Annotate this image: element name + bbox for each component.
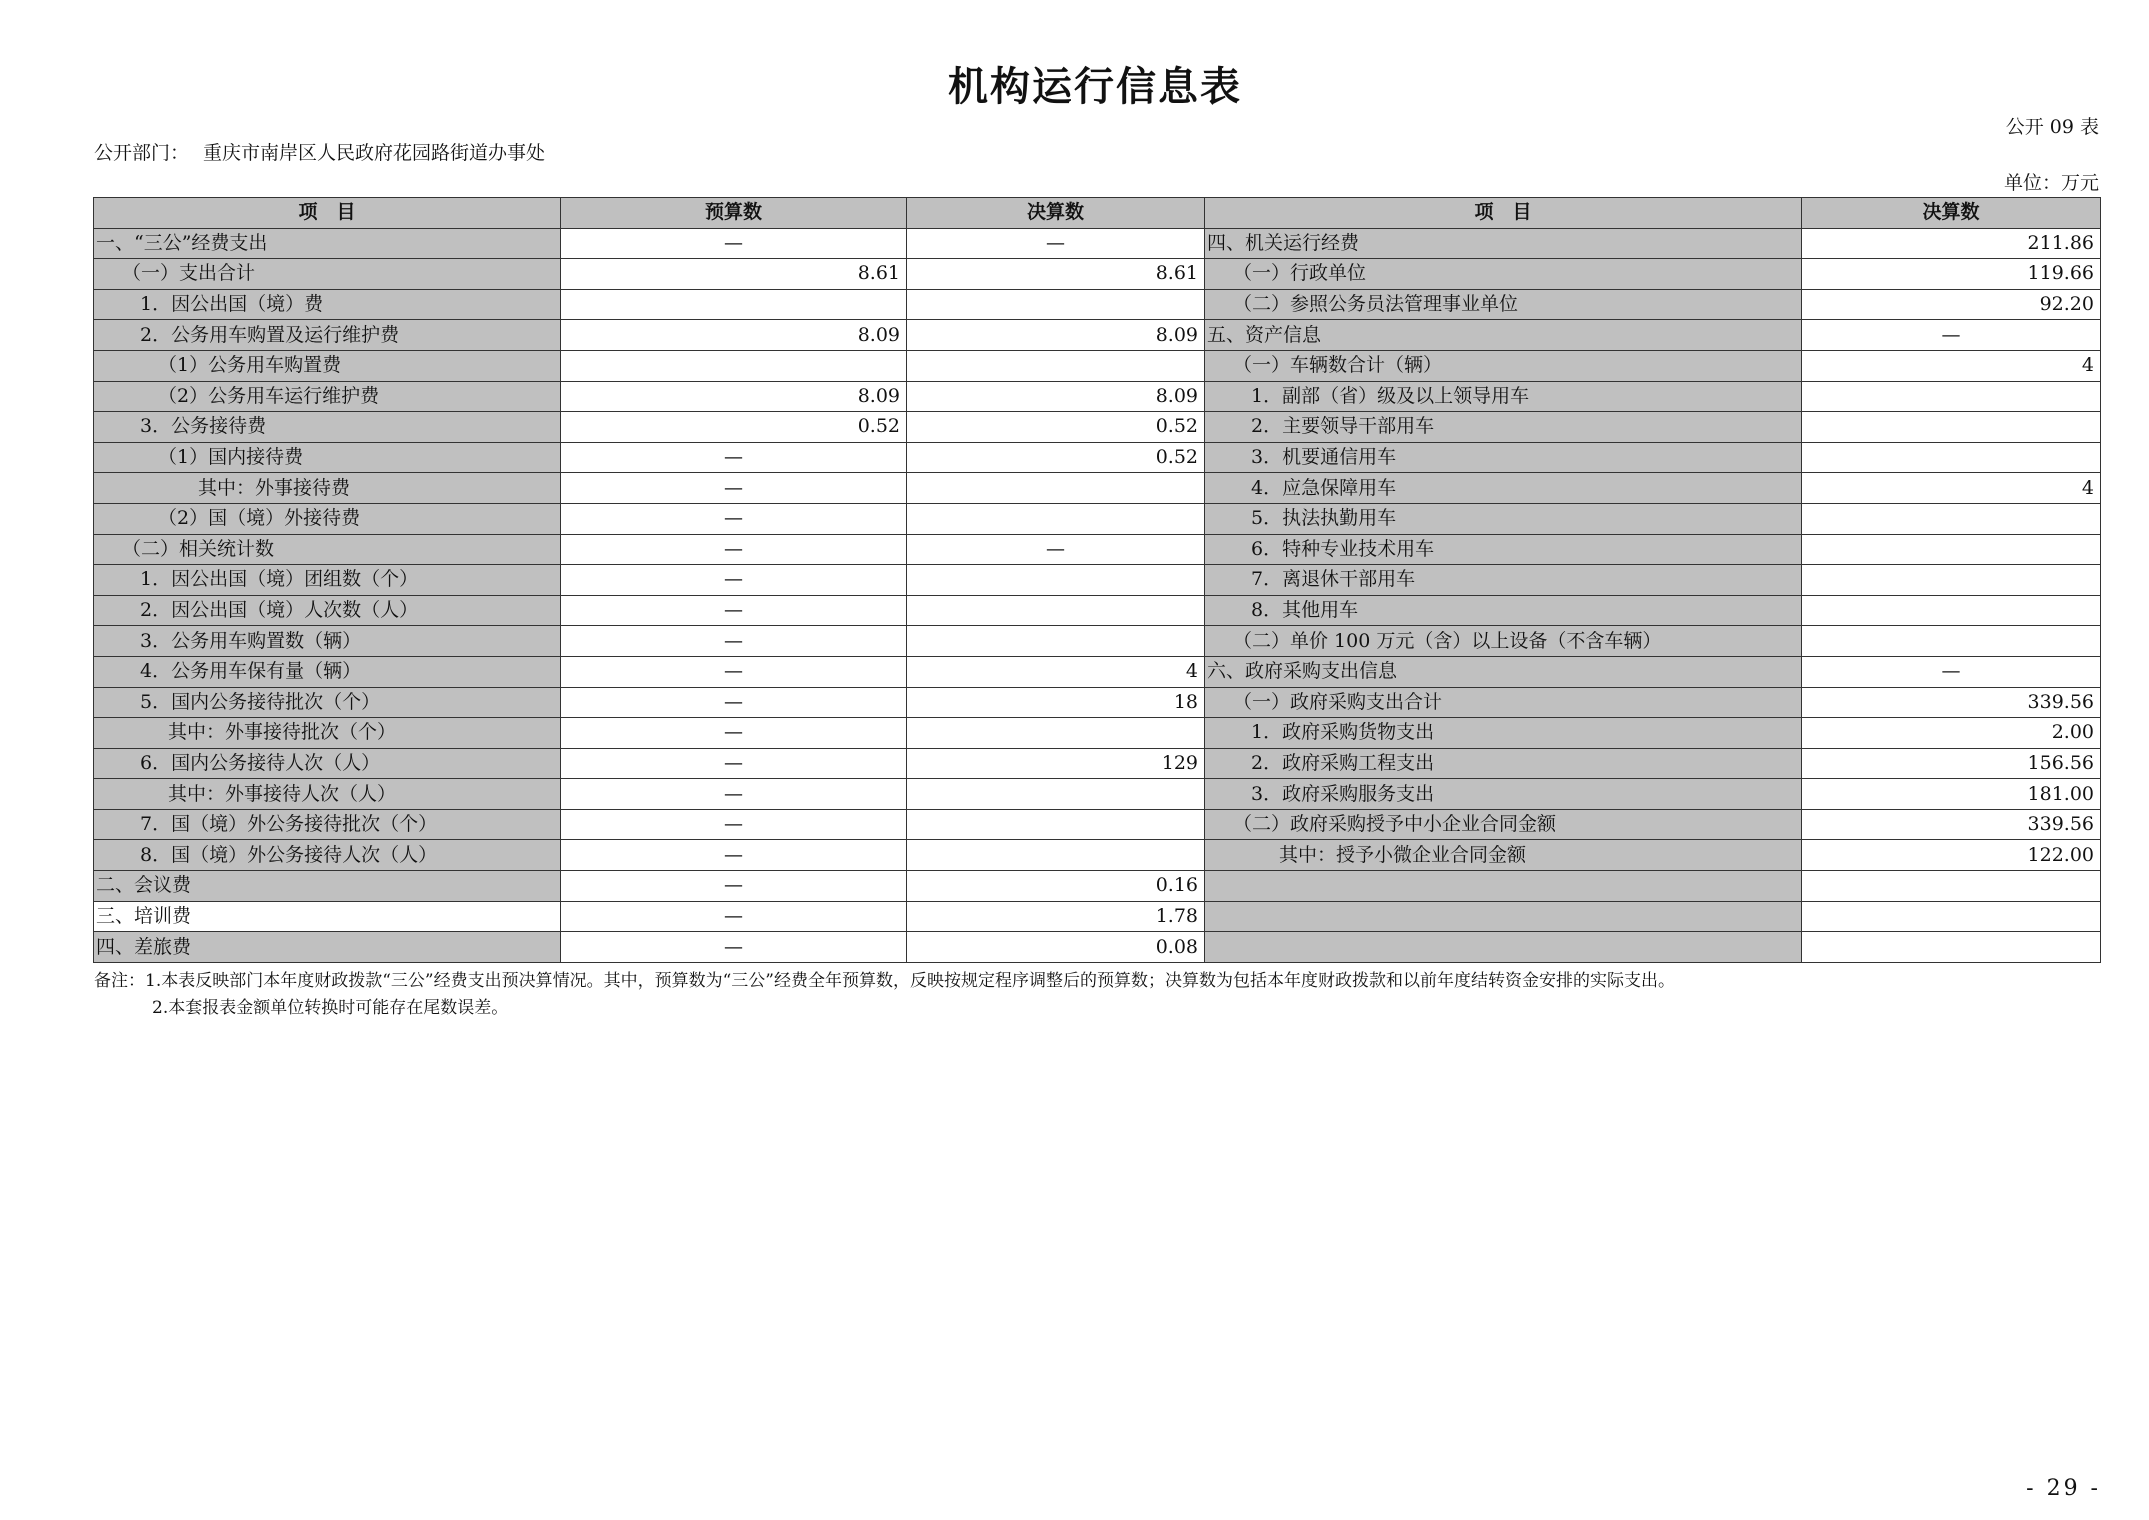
table-row: [94, 289, 2101, 320]
left-item-cell: （二）相关统计数: [94, 534, 561, 565]
right-final-cell: [1802, 503, 2101, 534]
left-budget-cell: —: [561, 718, 907, 749]
left-final-cell: [907, 840, 1205, 871]
left-final-cell: [907, 473, 1205, 504]
table-row: [94, 901, 2101, 932]
left-budget-cell: —: [561, 871, 907, 902]
left-budget-cell: —: [561, 779, 907, 810]
left-item-cell: 一、“三公”经费支出: [94, 228, 561, 259]
left-budget-cell: —: [561, 534, 907, 565]
right-item-cell: 五、资产信息: [1205, 320, 1802, 351]
table-row: [94, 412, 2101, 443]
table-row: [94, 932, 2101, 963]
left-final-cell: [907, 503, 1205, 534]
right-item-cell: 7．离退休干部用车: [1205, 565, 1802, 596]
left-final-cell: [907, 350, 1205, 381]
page-title: 机构运行信息表: [948, 64, 1242, 110]
left-budget-cell: [561, 289, 907, 320]
right-final-cell: [1802, 626, 2101, 657]
page-number: - 29 -: [2026, 1476, 2101, 1501]
table-row: [94, 871, 2101, 902]
right-item-cell: 1．政府采购货物支出: [1205, 718, 1802, 749]
table-row: [94, 595, 2101, 626]
right-final-cell: 156.56: [1802, 748, 2101, 779]
right-item-cell: （二）参照公务员法管理事业单位: [1205, 289, 1802, 320]
right-item-cell: （一）行政单位: [1205, 259, 1802, 290]
left-final-cell: 1.78: [907, 901, 1205, 932]
right-final-cell: 339.56: [1802, 687, 2101, 718]
header-right-item: 项 目: [1205, 198, 1802, 229]
right-final-cell: [1802, 442, 2101, 473]
left-item-cell: 8．国（境）外公务接待人次（人）: [94, 840, 561, 871]
unit-label: 单位：万元: [2003, 172, 2099, 194]
table-row: [94, 442, 2101, 473]
left-item-cell: 四、差旅费: [94, 932, 561, 963]
right-final-cell: —: [1802, 656, 2101, 687]
right-item-cell: 其中：授予小微企业合同金额: [1205, 840, 1802, 871]
table-row: [94, 503, 2101, 534]
right-item-cell: [1205, 901, 1802, 932]
department-info: [94, 141, 614, 166]
table-row: [94, 381, 2101, 412]
left-budget-cell: —: [561, 595, 907, 626]
right-item-cell: （二）单价 100 万元（含）以上设备（不含车辆）: [1205, 626, 1802, 657]
table-row: [94, 228, 2101, 259]
table-row: [94, 809, 2101, 840]
header-left-final: 决算数: [907, 198, 1205, 229]
form-number: 公开 09 表: [2005, 116, 2099, 138]
table-row: [94, 259, 2101, 290]
left-final-cell: 18: [907, 687, 1205, 718]
left-budget-cell: —: [561, 932, 907, 963]
table-row: [94, 626, 2101, 657]
right-final-cell: —: [1802, 320, 2101, 351]
right-final-cell: [1802, 932, 2101, 963]
right-final-cell: [1802, 901, 2101, 932]
right-item-cell: 四、机关运行经费: [1205, 228, 1802, 259]
left-item-cell: 其中：外事接待费: [94, 473, 561, 504]
right-item-cell: 3．机要通信用车: [1205, 442, 1802, 473]
left-item-cell: 2．因公出国（境）人次数（人）: [94, 595, 561, 626]
right-final-cell: [1802, 412, 2101, 443]
left-budget-cell: —: [561, 503, 907, 534]
table-row: [94, 779, 2101, 810]
note-2: 2.本套报表金额单位转换时可能存在尾数误差。: [152, 998, 509, 1018]
left-item-cell: 3．公务接待费: [94, 412, 561, 443]
left-budget-cell: —: [561, 656, 907, 687]
left-final-cell: 0.52: [907, 412, 1205, 443]
right-item-cell: 1．副部（省）级及以上领导用车: [1205, 381, 1802, 412]
header-right-final: 决算数: [1802, 198, 2101, 229]
table-row: [94, 565, 2101, 596]
left-budget-cell: —: [561, 228, 907, 259]
notes: [94, 968, 1675, 1022]
right-item-cell: 4．应急保障用车: [1205, 473, 1802, 504]
left-item-cell: 1．因公出国（境）团组数（个）: [94, 565, 561, 596]
table-row: [94, 718, 2101, 749]
left-final-cell: 0.08: [907, 932, 1205, 963]
right-final-cell: [1802, 534, 2101, 565]
left-final-cell: [907, 595, 1205, 626]
right-final-cell: [1802, 595, 2101, 626]
right-final-cell: 181.00: [1802, 779, 2101, 810]
table-row: [94, 656, 2101, 687]
left-final-cell: 4: [907, 656, 1205, 687]
right-item-cell: 8．其他用车: [1205, 595, 1802, 626]
table-row: [94, 320, 2101, 351]
info-table: [93, 197, 2101, 963]
left-item-cell: 其中：外事接待批次（个）: [94, 718, 561, 749]
table-row: [94, 748, 2101, 779]
left-item-cell: 3．公务用车购置数（辆）: [94, 626, 561, 657]
right-final-cell: [1802, 565, 2101, 596]
right-final-cell: [1802, 871, 2101, 902]
table-row: [94, 687, 2101, 718]
header-left-budget: 预算数: [561, 198, 907, 229]
left-final-cell: —: [907, 534, 1205, 565]
right-final-cell: 4: [1802, 473, 2101, 504]
left-budget-cell: 8.09: [561, 320, 907, 351]
left-final-cell: 8.09: [907, 381, 1205, 412]
right-final-cell: 92.20: [1802, 289, 2101, 320]
right-item-cell: （一）车辆数合计（辆）: [1205, 350, 1802, 381]
left-budget-cell: —: [561, 626, 907, 657]
left-budget-cell: —: [561, 442, 907, 473]
left-item-cell: （2）国（境）外接待费: [94, 503, 561, 534]
right-final-cell: 2.00: [1802, 718, 2101, 749]
table-row: [94, 534, 2101, 565]
right-final-cell: 119.66: [1802, 259, 2101, 290]
left-item-cell: （1）国内接待费: [94, 442, 561, 473]
right-item-cell: （一）政府采购支出合计: [1205, 687, 1802, 718]
right-final-cell: 122.00: [1802, 840, 2101, 871]
left-budget-cell: 0.52: [561, 412, 907, 443]
right-item-cell: [1205, 871, 1802, 902]
right-item-cell: 2．政府采购工程支出: [1205, 748, 1802, 779]
left-budget-cell: —: [561, 840, 907, 871]
left-final-cell: 129: [907, 748, 1205, 779]
table-row: [94, 840, 2101, 871]
right-item-cell: [1205, 932, 1802, 963]
left-budget-cell: —: [561, 901, 907, 932]
right-item-cell: 6．特种专业技术用车: [1205, 534, 1802, 565]
right-item-cell: 2．主要领导干部用车: [1205, 412, 1802, 443]
left-final-cell: [907, 809, 1205, 840]
header-left-item: 项 目: [94, 198, 561, 229]
left-final-cell: 0.16: [907, 871, 1205, 902]
left-budget-cell: —: [561, 473, 907, 504]
left-budget-cell: 8.09: [561, 381, 907, 412]
right-item-cell: （二）政府采购授予中小企业合同金额: [1205, 809, 1802, 840]
right-item-cell: 3．政府采购服务支出: [1205, 779, 1802, 810]
left-final-cell: 8.09: [907, 320, 1205, 351]
right-final-cell: 211.86: [1802, 228, 2101, 259]
left-item-cell: （一）支出合计: [94, 259, 561, 290]
left-final-cell: [907, 626, 1205, 657]
department-name: 重庆市南岸区人民政府花园路街道办事处: [203, 142, 546, 164]
table-row: [94, 350, 2101, 381]
left-item-cell: 7．国（境）外公务接待批次（个）: [94, 809, 561, 840]
department-label: 公开部门：: [94, 142, 190, 164]
left-budget-cell: —: [561, 748, 907, 779]
left-item-cell: 4．公务用车保有量（辆）: [94, 656, 561, 687]
left-item-cell: 2．公务用车购置及运行维护费: [94, 320, 561, 351]
left-item-cell: 二、会议费: [94, 871, 561, 902]
left-budget-cell: —: [561, 687, 907, 718]
right-item-cell: 六、政府采购支出信息: [1205, 656, 1802, 687]
left-budget-cell: 8.61: [561, 259, 907, 290]
left-final-cell: [907, 565, 1205, 596]
left-item-cell: （2）公务用车运行维护费: [94, 381, 561, 412]
left-final-cell: [907, 718, 1205, 749]
left-final-cell: 0.52: [907, 442, 1205, 473]
right-item-cell: 5．执法执勤用车: [1205, 503, 1802, 534]
left-final-cell: —: [907, 228, 1205, 259]
left-budget-cell: [561, 350, 907, 381]
right-final-cell: 4: [1802, 350, 2101, 381]
table-header-row: [94, 198, 2101, 229]
left-item-cell: 5．国内公务接待批次（个）: [94, 687, 561, 718]
right-final-cell: [1802, 381, 2101, 412]
table-row: [94, 473, 2101, 504]
left-final-cell: 8.61: [907, 259, 1205, 290]
left-budget-cell: —: [561, 565, 907, 596]
right-final-cell: 339.56: [1802, 809, 2101, 840]
left-final-cell: [907, 779, 1205, 810]
left-final-cell: [907, 289, 1205, 320]
left-budget-cell: —: [561, 809, 907, 840]
left-item-cell: 三、培训费: [94, 901, 561, 932]
left-item-cell: 其中：外事接待人次（人）: [94, 779, 561, 810]
left-item-cell: 6．国内公务接待人次（人）: [94, 748, 561, 779]
left-item-cell: 1．因公出国（境）费: [94, 289, 561, 320]
note-1: 备注：1.本表反映部门本年度财政拨款“三公”经费支出预决算情况。其中，预算数为“三公”经费全年预算数，反映按规定程序调整后的预算数；决算数为包括本年度财政拨款和以前年度结转资金安排的实际支出。: [94, 971, 1675, 991]
left-item-cell: （1）公务用车购置费: [94, 350, 561, 381]
